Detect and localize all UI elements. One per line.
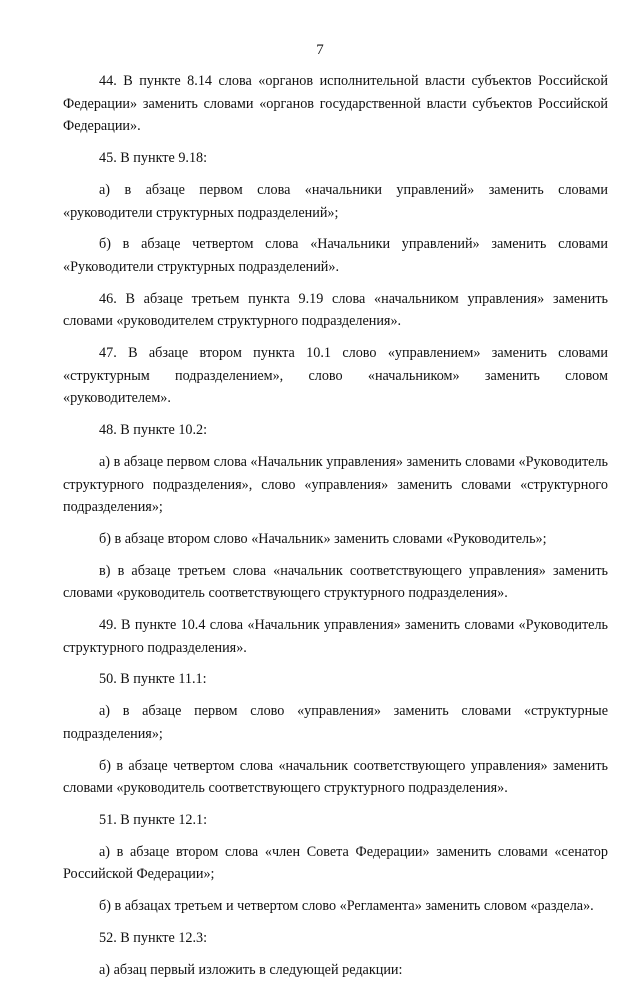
paragraph-subitem-48c: в) в абзаце третьем слова «начальник соответствующего управления» заменить словами «руководитель соответствующего структурного подразделения».	[63, 560, 608, 605]
paragraph-subitem-51b: б) в абзацах третьем и четвертом слово «Регламента» заменить словом «раздела».	[63, 895, 608, 918]
paragraph-subitem-48b: б) в абзаце втором слово «Начальник» заменить словами «Руководитель»;	[63, 528, 608, 551]
paragraph-item-45: 45. В пункте 9.18:	[63, 147, 608, 170]
paragraph-subitem-51a: а) в абзаце втором слова «член Совета Федерации» заменить словами «сенатор Российской Федерации»;	[63, 841, 608, 886]
paragraph-item-47: 47. В абзаце втором пункта 10.1 слово «управлением» заменить словами «структурным подразделением», слово «начальником» заменить словом «руководителем».	[63, 342, 608, 410]
paragraph-subitem-48a: а) в абзаце первом слова «Начальник управления» заменить словами «Руководитель структурного подразделения», слово «управления» заменить словами «структурного подразделения»;	[63, 451, 608, 519]
paragraph-subitem-50b: б) в абзаце четвертом слова «начальник соответствующего управления» заменить словами «руководитель соответствующего структурного подразделения».	[63, 755, 608, 800]
paragraph-item-52: 52. В пункте 12.3:	[63, 927, 608, 950]
paragraph-subitem-45a: а) в абзаце первом слова «начальники управлений» заменить словами «руководители структурных подразделений»;	[63, 179, 608, 224]
page-number: 7	[0, 42, 640, 59]
paragraph-subitem-52a: а) абзац первый изложить в следующей редакции:	[63, 959, 608, 981]
paragraph-subitem-45b: б) в абзаце четвертом слова «Начальники управлений» заменить словами «Руководители структурных подразделений».	[63, 233, 608, 278]
paragraph-item-49: 49. В пункте 10.4 слова «Начальник управления» заменить словами «Руководитель структурного подразделения».	[63, 614, 608, 659]
paragraph-item-46: 46. В абзаце третьем пункта 9.19 слова «начальником управления» заменить словами «руководителем структурного подразделения».	[63, 288, 608, 333]
paragraph-item-44: 44. В пункте 8.14 слова «органов исполнительной власти субъектов Российской Федерации» заменить словами «органов государственной власти субъектов Российской Федерации».	[63, 70, 608, 138]
paragraph-item-48: 48. В пункте 10.2:	[63, 419, 608, 442]
paragraph-item-50: 50. В пункте 11.1:	[63, 668, 608, 691]
paragraph-item-51: 51. В пункте 12.1:	[63, 809, 608, 832]
document-body	[63, 70, 608, 981]
paragraph-subitem-50a: а) в абзаце первом слово «управления» заменить словами «структурные подразделения»;	[63, 700, 608, 745]
